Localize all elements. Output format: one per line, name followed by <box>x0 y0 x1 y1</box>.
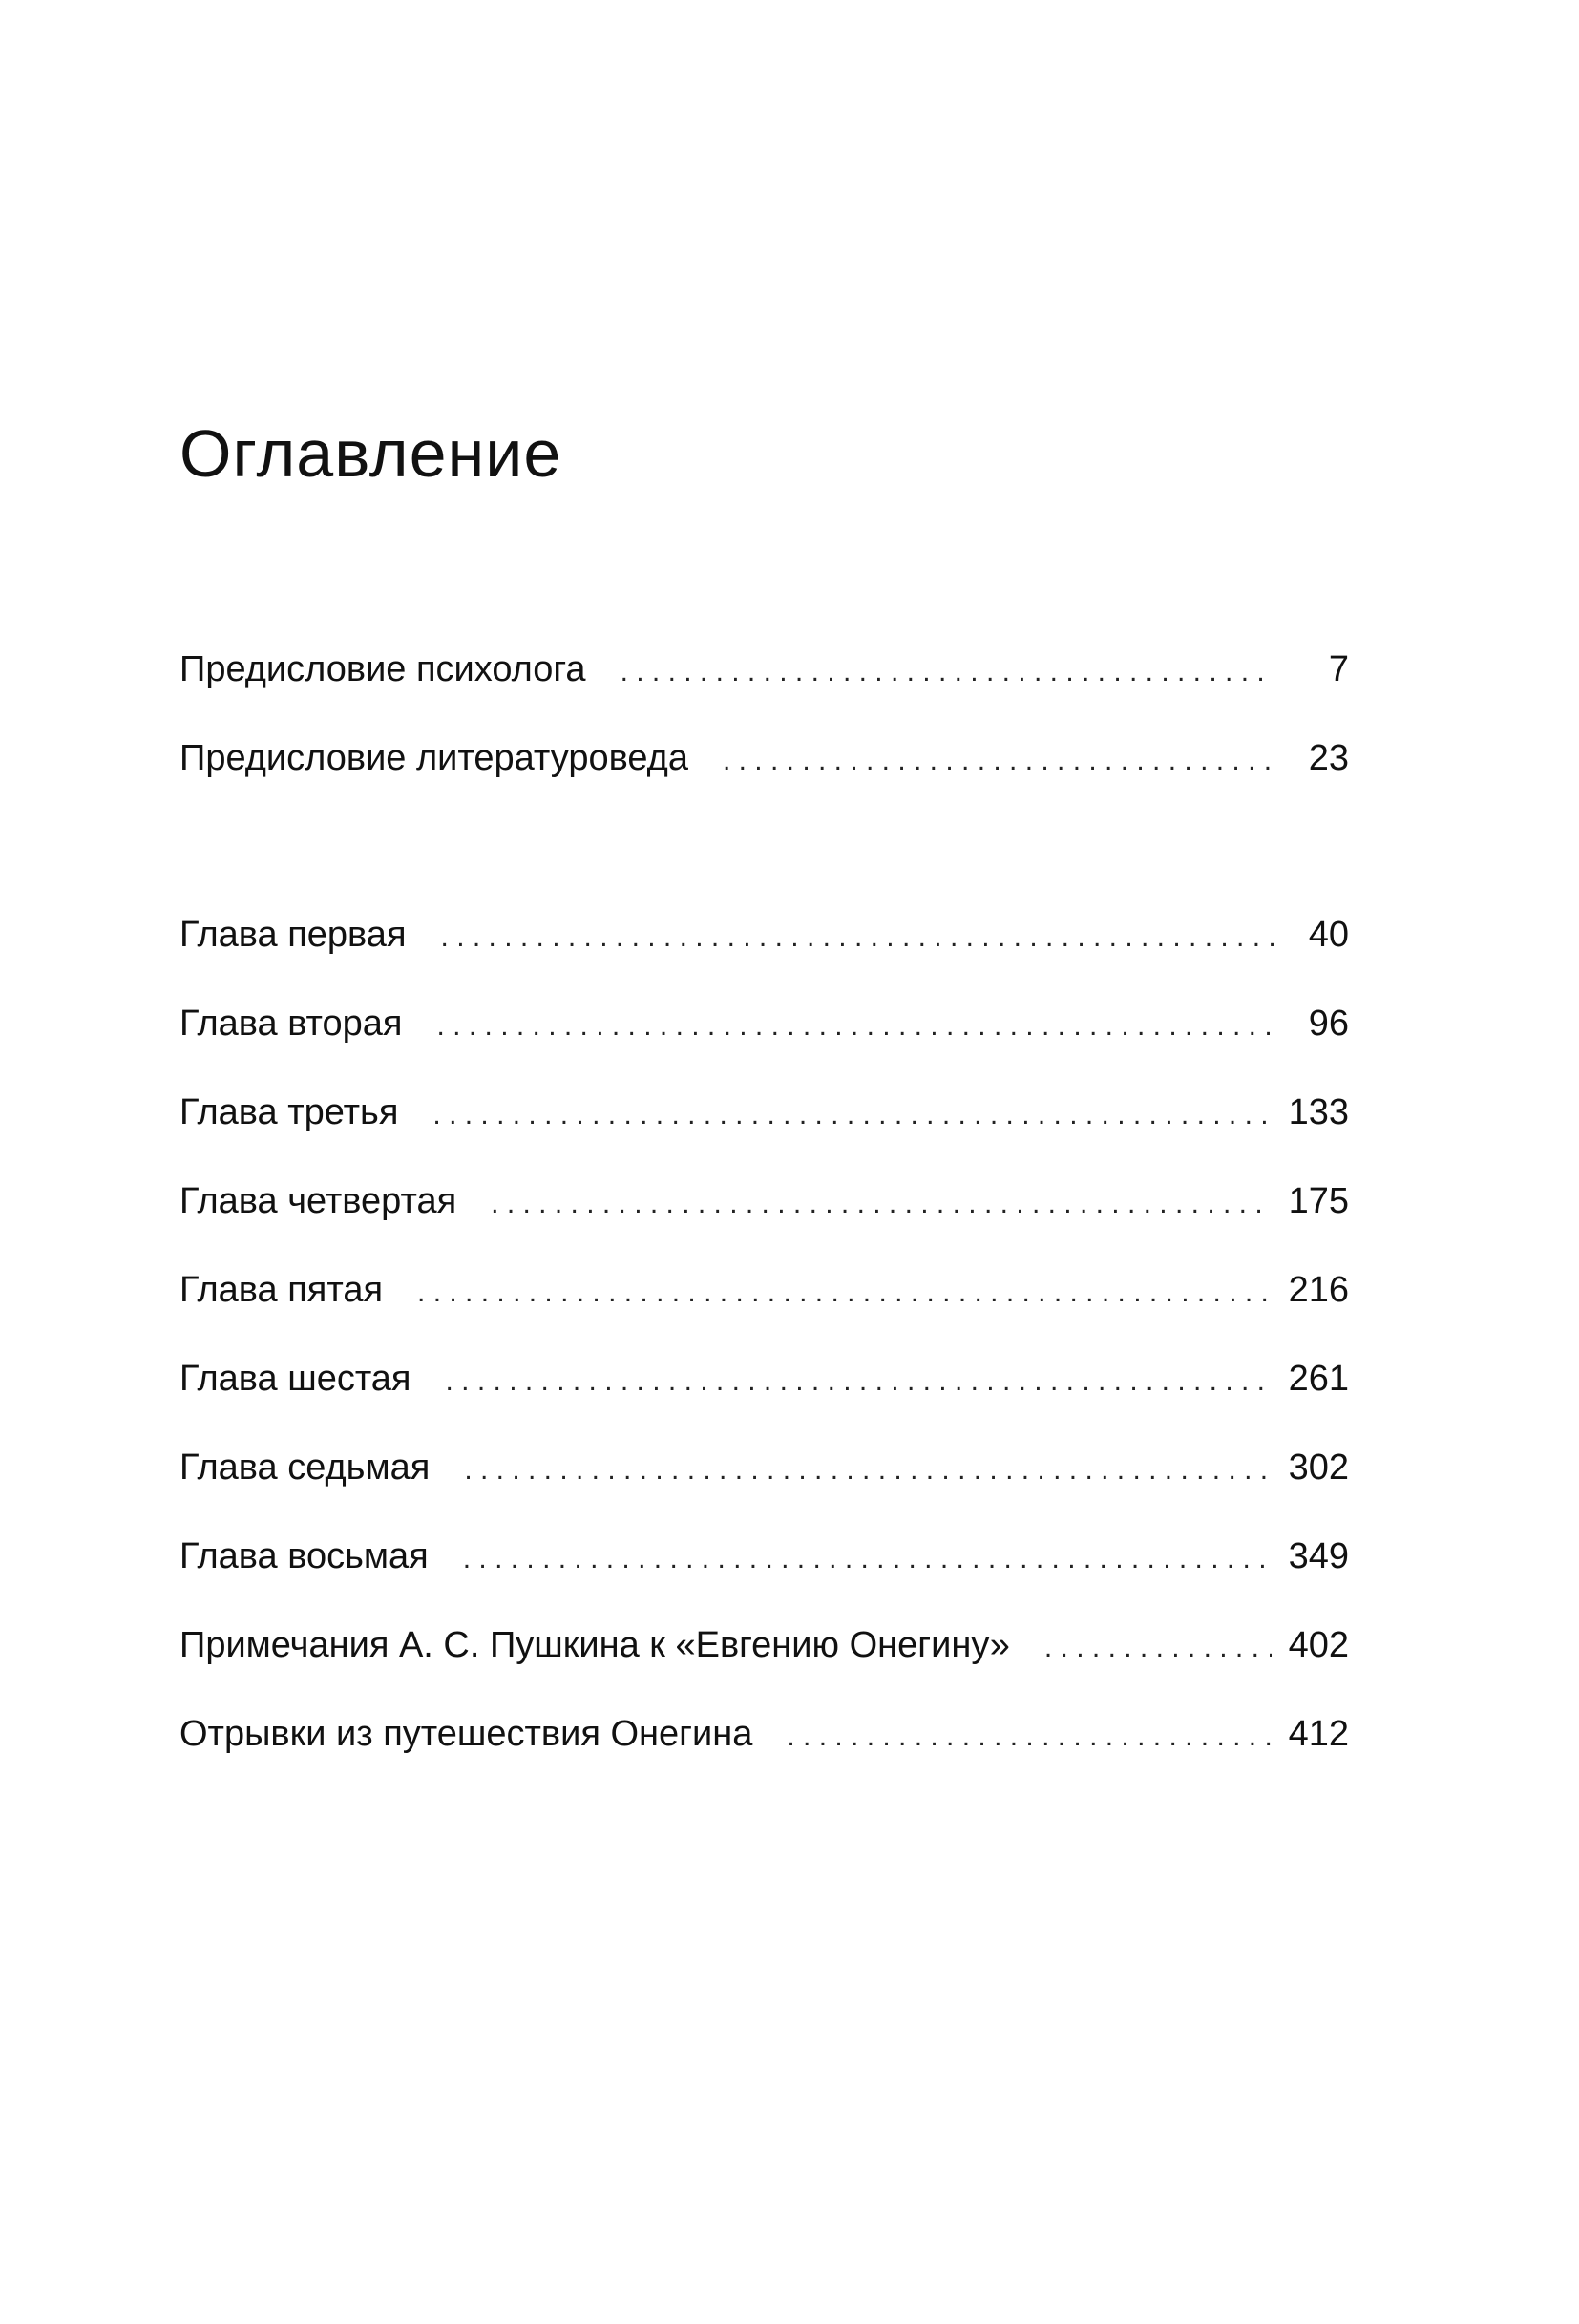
toc-entry[interactable] <box>179 1627 1349 1716</box>
toc-entry[interactable] <box>179 1005 1349 1094</box>
dot-leader <box>621 658 1274 687</box>
dot-leader <box>417 1278 1272 1307</box>
toc-entry-label: Глава пятая <box>179 1270 384 1310</box>
toc-entry-label: Предисловие литературоведа <box>179 738 688 778</box>
dot-leader <box>723 747 1274 775</box>
toc-entry-page: 175 <box>1288 1181 1349 1221</box>
toc-entry[interactable] <box>179 1272 1349 1361</box>
dot-leader <box>463 1545 1272 1574</box>
toc-entry-page: 412 <box>1288 1714 1349 1754</box>
dot-leader <box>1044 1634 1272 1662</box>
toc-entry[interactable] <box>179 1538 1349 1627</box>
toc-entry-label: Отрывки из путешествия Онегина <box>179 1714 753 1754</box>
toc-entry-page: 7 <box>1328 649 1349 689</box>
toc-entry-page: 402 <box>1288 1625 1349 1665</box>
dot-leader <box>437 1012 1274 1041</box>
toc-entry-page: 40 <box>1308 915 1349 955</box>
toc-entry-label: Глава четвертая <box>179 1181 457 1221</box>
page-title: Оглавление <box>179 416 562 491</box>
toc-entry[interactable] <box>179 917 1349 1005</box>
toc-entry-page: 96 <box>1308 1004 1349 1044</box>
toc-entry[interactable] <box>179 740 1349 829</box>
dot-leader <box>491 1190 1271 1218</box>
toc-entry-label: Глава вторая <box>179 1004 403 1044</box>
toc-entry-page: 23 <box>1308 738 1349 778</box>
toc-entry[interactable] <box>179 1183 1349 1272</box>
toc-entry-label: Глава восьмая <box>179 1536 429 1576</box>
dot-leader <box>446 1367 1272 1396</box>
toc-entry[interactable] <box>179 1449 1349 1538</box>
dot-leader <box>787 1722 1271 1751</box>
toc-entry-label: Предисловие психолога <box>179 649 586 689</box>
toc-entry[interactable] <box>179 651 1349 740</box>
dot-leader <box>432 1101 1271 1130</box>
toc-entry-page: 216 <box>1288 1270 1349 1310</box>
toc-entry-label: Глава шестая <box>179 1359 411 1399</box>
toc-prefaces <box>179 651 1349 829</box>
toc-entry-page: 133 <box>1288 1092 1349 1132</box>
toc-entry-label: Глава седьмая <box>179 1447 431 1488</box>
toc-entry-page: 261 <box>1288 1359 1349 1399</box>
toc-entry[interactable] <box>179 1094 1349 1183</box>
toc-chapters <box>179 917 1349 1805</box>
toc-entry-label: Глава третья <box>179 1092 399 1132</box>
toc-entry-page: 302 <box>1288 1447 1349 1488</box>
toc-entry-label: Глава первая <box>179 915 407 955</box>
toc-entry[interactable] <box>179 1361 1349 1449</box>
toc-entry[interactable] <box>179 1716 1349 1805</box>
toc-entry-page: 349 <box>1288 1536 1349 1576</box>
dot-leader <box>441 923 1274 952</box>
toc-entry-label: Примечания А. С. Пушкина к «Евгению Онегину» <box>179 1625 1010 1665</box>
dot-leader <box>464 1456 1271 1485</box>
